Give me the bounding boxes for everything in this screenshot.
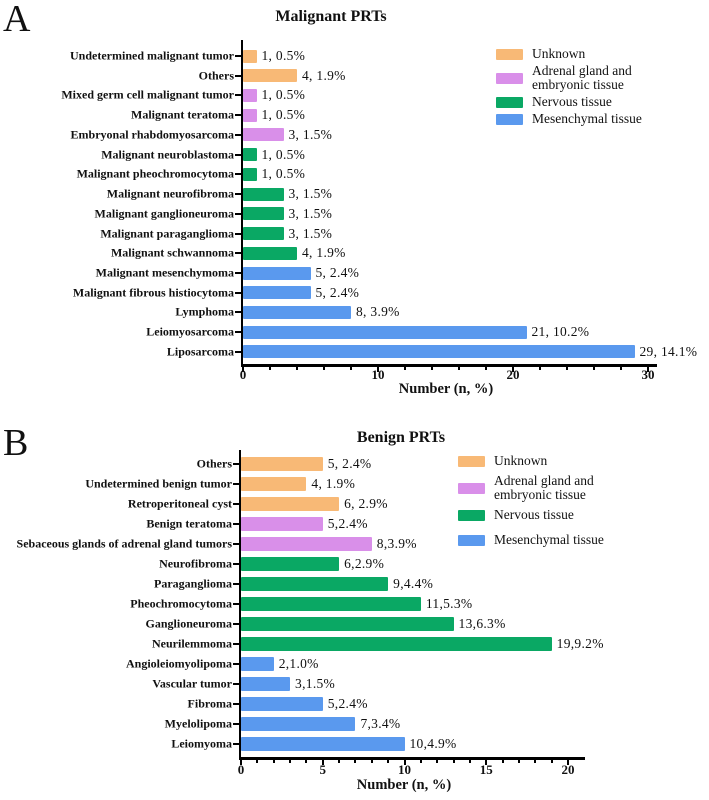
panel-letter-b: B xyxy=(3,422,29,464)
value-label: 5,2.4% xyxy=(327,696,368,711)
category-label: Undetermined malignant tumor xyxy=(70,48,234,63)
bar xyxy=(241,537,372,551)
x-axis-minor-tick xyxy=(534,760,536,764)
category-label: Benign teratoma xyxy=(146,516,232,531)
x-axis-minor-tick xyxy=(502,760,504,764)
value-label: 5,2.4% xyxy=(327,516,368,531)
legend-label: Mesenchymal tissue xyxy=(532,111,642,126)
y-axis-tick xyxy=(233,483,239,485)
legend-benign xyxy=(458,454,624,547)
y-axis-tick xyxy=(233,603,239,605)
bar xyxy=(241,657,274,671)
y-axis-tick xyxy=(233,543,239,545)
legend-swatch xyxy=(458,535,485,546)
x-axis-label-malignant: Number (n, %) xyxy=(398,381,494,397)
legend-item xyxy=(458,533,624,547)
bar xyxy=(241,597,421,611)
legend-label: Unknown xyxy=(532,46,586,61)
y-axis-tick xyxy=(233,503,239,505)
value-label: 1, 0.5% xyxy=(261,107,306,123)
category-label: Fibroma xyxy=(187,696,232,711)
x-axis-minor-tick xyxy=(338,760,340,764)
value-label: 11,5.3% xyxy=(425,596,473,611)
category-label: Malignant schwannoma xyxy=(110,245,234,260)
y-axis-tick xyxy=(233,583,239,585)
category-label: Embryonal rhabdomyosarcoma xyxy=(70,127,234,142)
bar xyxy=(241,737,405,751)
category-label: Leiomyosarcoma xyxy=(146,324,234,339)
x-axis-minor-tick xyxy=(371,760,373,764)
y-axis-tick xyxy=(233,663,239,665)
x-axis-minor-tick xyxy=(436,760,438,764)
x-axis-minor-tick xyxy=(273,760,275,764)
value-label: 13,6.3% xyxy=(458,616,506,631)
category-label: Malignant fibrous histiocytoma xyxy=(72,285,234,300)
bar xyxy=(241,617,454,631)
legend-label: Adrenal gland and embryonic tissue xyxy=(494,473,594,502)
legend-swatch xyxy=(458,510,485,521)
value-label: 7,3.4% xyxy=(360,716,401,731)
value-label: 9,4.4% xyxy=(393,576,434,591)
value-label: 3, 1.5% xyxy=(288,126,333,142)
bar xyxy=(241,717,355,731)
value-label: 1, 0.5% xyxy=(261,48,306,63)
legend-label: Adrenal gland and embryonic tissue xyxy=(532,63,632,92)
x-tick-label: 0 xyxy=(239,367,247,382)
x-axis-minor-tick xyxy=(289,760,291,764)
y-axis-tick xyxy=(233,743,239,745)
y-axis-tick xyxy=(233,523,239,525)
x-axis-minor-tick xyxy=(256,760,258,764)
category-label: Neurofibroma xyxy=(159,556,232,571)
legend-label: Nervous tissue xyxy=(532,94,612,109)
y-axis-tick xyxy=(233,683,239,685)
x-axis-minor-tick xyxy=(469,760,471,764)
category-label: Malignant neurofibroma xyxy=(106,186,234,201)
x-tick-label: 10 xyxy=(398,762,411,777)
y-axis-tick xyxy=(233,563,239,565)
value-label: 2,1.0% xyxy=(278,656,319,671)
legend-swatch xyxy=(458,456,485,467)
value-label: 8, 3.9% xyxy=(356,304,400,320)
x-axis-minor-tick xyxy=(420,760,422,764)
category-label: Malignant teratoma xyxy=(131,107,234,122)
value-label: 1, 0.5% xyxy=(261,87,306,103)
value-label: 6,2.9% xyxy=(344,556,385,571)
value-label: 29, 14.1% xyxy=(639,343,698,359)
y-axis-tick xyxy=(233,623,239,625)
category-label: Ganglioneuroma xyxy=(145,616,232,631)
legend-label: Unknown xyxy=(494,453,548,468)
category-label: Malignant pheochromocytoma xyxy=(76,166,234,181)
bar xyxy=(241,577,388,591)
category-label: Others xyxy=(198,68,234,83)
value-label: 4, 1.9% xyxy=(311,476,356,491)
value-label: 19,9.2% xyxy=(556,636,604,651)
chart-title-benign: Benign PRTs xyxy=(356,429,446,446)
value-label: 5, 2.4% xyxy=(315,284,360,300)
value-label: 8,3.9% xyxy=(376,536,417,551)
value-label: 4, 1.9% xyxy=(302,67,346,83)
x-tick-label: 20 xyxy=(561,762,575,777)
x-axis-minor-tick xyxy=(453,760,455,764)
category-label: Pheochromocytoma xyxy=(130,596,232,611)
value-label: 1, 0.5% xyxy=(261,146,306,162)
legend-label: Mesenchymal tissue xyxy=(494,532,604,547)
x-tick-label: 30 xyxy=(641,367,655,382)
x-tick-label: 5 xyxy=(319,762,326,777)
value-label: 3, 1.5% xyxy=(288,205,333,221)
category-label: Liposarcoma xyxy=(166,344,234,359)
category-label: Lymphoma xyxy=(175,304,234,319)
y-axis-tick xyxy=(233,723,239,725)
category-label: Malignant ganglioneuroma xyxy=(94,206,234,221)
x-tick-label: 15 xyxy=(479,762,493,777)
category-label: Undetermined benign tumor xyxy=(85,476,232,491)
value-label: 3, 1.5% xyxy=(288,186,333,202)
category-label: Leiomyoma xyxy=(171,736,232,751)
bar xyxy=(241,497,339,511)
category-label: Malignant paraganglioma xyxy=(100,226,234,241)
category-label: Others xyxy=(196,456,232,471)
legend-swatch xyxy=(458,483,485,494)
legend-item xyxy=(458,474,624,502)
chart-title-malignant: Malignant PRTs xyxy=(275,8,387,25)
category-label: Sebaceous glands of adrenal gland tumors xyxy=(16,536,232,551)
value-label: 21, 10.2% xyxy=(531,324,590,340)
legend-item xyxy=(458,454,624,468)
category-label: Paraganglioma xyxy=(154,576,232,591)
value-label: 3, 1.5% xyxy=(288,225,333,241)
x-tick-label: 0 xyxy=(237,762,245,777)
x-axis-label-benign: Number (n, %) xyxy=(356,777,452,793)
x-axis-minor-tick xyxy=(354,760,356,764)
category-label: Malignant mesenchymoma xyxy=(95,265,234,280)
legend-item xyxy=(458,508,624,522)
bar xyxy=(241,477,306,491)
bar xyxy=(241,637,552,651)
y-axis-tick xyxy=(233,703,239,705)
x-axis-minor-tick xyxy=(387,760,389,764)
category-label: Vascular tumor xyxy=(152,676,232,691)
x-tick-label: 20 xyxy=(506,367,520,382)
bar xyxy=(241,557,339,571)
value-label: 5, 2.4% xyxy=(327,456,372,471)
value-label: 10,4.9% xyxy=(409,736,457,751)
category-label: Neurilemmoma xyxy=(152,636,232,651)
bar xyxy=(241,677,290,691)
bar xyxy=(241,697,323,711)
bar xyxy=(241,457,323,471)
category-label: Retroperitoneal cyst xyxy=(127,496,232,511)
x-tick-label: 10 xyxy=(371,367,385,382)
y-axis-tick xyxy=(233,463,239,465)
value-label: 1, 0.5% xyxy=(261,166,306,182)
category-label: Myelolipoma xyxy=(164,716,232,731)
x-axis-minor-tick xyxy=(518,760,520,764)
value-label: 5, 2.4% xyxy=(315,265,360,281)
category-label: Angioleiomyolipoma xyxy=(125,656,232,671)
value-label: 6, 2.9% xyxy=(344,496,388,511)
value-label: 4, 1.9% xyxy=(302,245,346,261)
category-label: Mixed germ cell malignant tumor xyxy=(61,87,234,102)
value-label: 3,1.5% xyxy=(295,676,336,691)
x-axis-minor-tick xyxy=(551,760,553,764)
bar xyxy=(241,517,323,531)
y-axis-tick xyxy=(233,643,239,645)
category-label: Malignant neuroblastoma xyxy=(101,147,234,162)
panel-letter-a: A xyxy=(3,0,31,40)
legend-label: Nervous tissue xyxy=(494,507,574,522)
x-axis-minor-tick xyxy=(305,760,307,764)
